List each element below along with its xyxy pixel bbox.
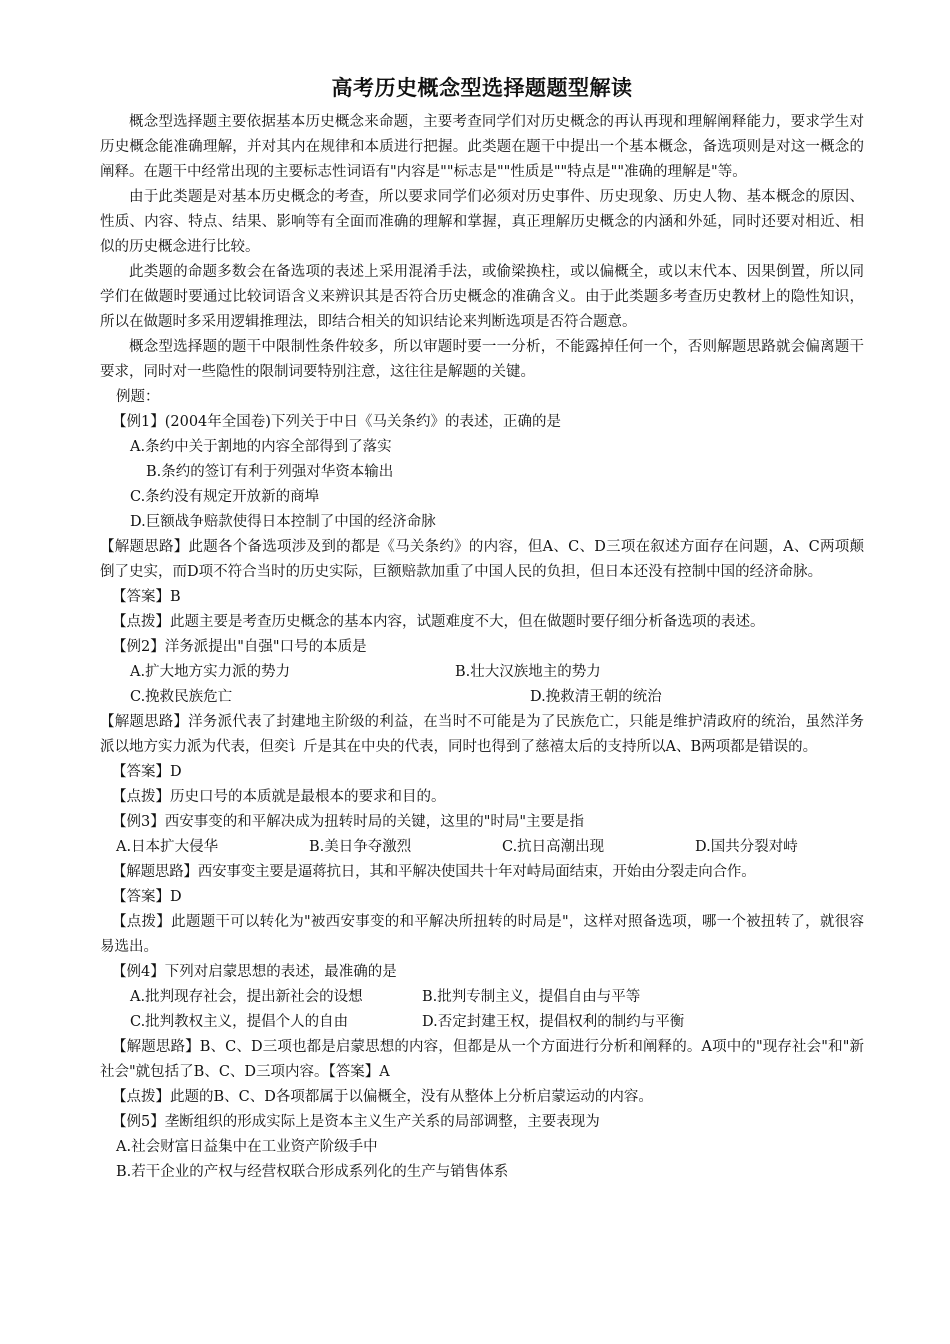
example-4-option-b: B.批判专制主义，提倡自由与平等 — [422, 989, 641, 1005]
example-1-question: 【例1】(2004年全国卷)下列关于中日《马关条约》的表述，正确的是 — [112, 414, 561, 430]
examples-label: 例题： — [116, 389, 160, 405]
intro-paragraph: 概念型选择题主要依据基本历史概念来命题，主要考查同学们对历史概念的再认再现和理解阐释能力，要求学生对历史概念能准确理解，并对其内在规律和本质进行把握。此类题在题干中提出一个基本概念，备选项则是对这一概念的阐释。在题干中经常出现的主要标志性词语有"内容是""标志是""性质是""特点是""准确的理解是"等。 — [100, 114, 864, 180]
example-3-option-a: A.日本扩大侵华 — [116, 839, 219, 855]
intro-paragraph: 由于此类题是对基本历史概念的考查，所以要求同学们必须对历史事件、历史现象、历史人物、基本概念的原因、性质、内容、特点、结果、影响等有全面而准确的理解和掌握，真正理解历史概念的内涵和外延，同时还要对相近、相似的历史概念进行比较。 — [100, 189, 864, 255]
example-4-analysis: 【解题思路】B、C、D三项也都是启蒙思想的内容，但都是从一个方面进行分析和阐释的。A项中的"现存社会"和"新社会"就包括了B、C、D三项内容。【答案】A — [100, 1039, 864, 1080]
example-1-answer: 【答案】B — [112, 589, 181, 605]
example-1-option-b: B.条约的签订有利于列强对华资本输出 — [146, 464, 394, 480]
example-4-options-row-2 — [100, 1010, 864, 1035]
example-2-tip: 【点拨】历史口号的本质就是最根本的要求和目的。 — [112, 789, 446, 805]
example-2-option-b: B.壮大汉族地主的势力 — [455, 664, 601, 680]
example-3-option-c: C.抗日高潮出现 — [502, 839, 605, 855]
example-3-analysis: 【解题思路】西安事变主要是逼蒋抗日，其和平解决使国共十年对峙局面结束，开始由分裂走向合作。 — [112, 864, 756, 880]
page-title: 高考历史概念型选择题题型解读 — [331, 76, 633, 100]
example-4-options-row-1 — [100, 985, 864, 1010]
example-4-option-d: D.否定封建王权，提倡权利的制约与平衡 — [422, 1014, 685, 1030]
example-4-question: 【例4】下列对启蒙思想的表述，最准确的是 — [112, 964, 397, 980]
example-2-option-c: C.挽救民族危亡 — [130, 689, 233, 705]
example-5-option-a: A.社会财富日益集中在工业资产阶级手中 — [116, 1139, 378, 1155]
example-3-answer: 【答案】D — [112, 889, 182, 905]
example-2-option-a: A.扩大地方实力派的势力 — [130, 664, 291, 680]
example-5-option-b: B.若干企业的产权与经营权联合形成系列化的生产与销售体系 — [116, 1164, 509, 1180]
example-4-option-a: A.批判现存社会，提出新社会的设想 — [130, 989, 363, 1005]
example-4-option-c: C.批判教权主义，提倡个人的自由 — [130, 1014, 349, 1030]
example-1-option-a: A.条约中关于割地的内容全部得到了落实 — [130, 439, 392, 455]
intro-paragraph: 概念型选择题的题干中限制性条件较多，所以审题时要一一分析，不能露掉任何一个，否则解题思路就会偏离题干要求，同时对一些隐性的限制词要特别注意，这往往是解题的关键。 — [100, 339, 864, 380]
example-1-option-c: C.条约没有规定开放新的商埠 — [130, 489, 320, 505]
example-2-answer: 【答案】D — [112, 764, 182, 780]
example-4-tip: 【点拨】此题的B、C、D各项都属于以偏概全，没有从整体上分析启蒙运动的内容。 — [112, 1089, 653, 1105]
example-3-options-row — [100, 835, 864, 860]
example-1-option-d: D.巨额战争赔款使得日本控制了中国的经济命脉 — [130, 514, 436, 530]
example-3-question: 【例3】西安事变的和平解决成为扭转时局的关键，这里的"时局"主要是指 — [112, 814, 585, 830]
example-3-option-d: D.国共分裂对峙 — [695, 839, 798, 855]
example-2-question: 【例2】洋务派提出"自强"口号的本质是 — [112, 639, 367, 655]
example-3-tip: 【点拨】此题题干可以转化为"被西安事变的和平解决所扭转的时局是"，这样对照备选项，哪一个被扭转了，就很容易选出。 — [100, 914, 864, 955]
example-2-option-d: D.挽救清王朝的统治 — [530, 689, 662, 705]
example-3-option-b: B.美日争夺激烈 — [309, 839, 412, 855]
example-2-options-row-2 — [100, 685, 864, 710]
intro-paragraph: 此类题的命题多数会在备选项的表述上采用混淆手法，或偷梁换柱，或以偏概全，或以末代本、因果倒置，所以同学们在做题时要通过比较词语含义来辨识其是否符合历史概念的准确含义。由于此类题多考查历史教材上的隐性知识，所以在做题时多采用逻辑推理法，即结合相关的知识结论来判断选项是否符合题意。 — [100, 264, 864, 330]
example-5-question: 【例5】垄断组织的形成实际上是资本主义生产关系的局部调整，主要表现为 — [112, 1114, 600, 1130]
example-2-options-row-1 — [100, 660, 864, 685]
example-2-analysis: 【解题思路】洋务派代表了封建地主阶级的利益，在当时不可能是为了民族危亡，只能是维护清政府的统治，虽然洋务派以地方实力派为代表，但奕讠斤是其在中央的代表，同时也得到了慈禧太后的支持所以A、B两项都是错误的。 — [100, 714, 864, 755]
example-1-analysis: 【解题思路】此题各个备选项涉及到的都是《马关条约》的内容，但A、C、D三项在叙述方面存在问题，A、C两项颠倒了史实，而D项不符合当时的历史实际，巨额赔款加重了中国人民的负担，但日本还没有控制中国的经济命脉。 — [100, 539, 864, 580]
example-1-tip: 【点拨】此题主要是考查历史概念的基本内容，试题难度不大，但在做题时要仔细分析备选项的表述。 — [112, 614, 765, 630]
